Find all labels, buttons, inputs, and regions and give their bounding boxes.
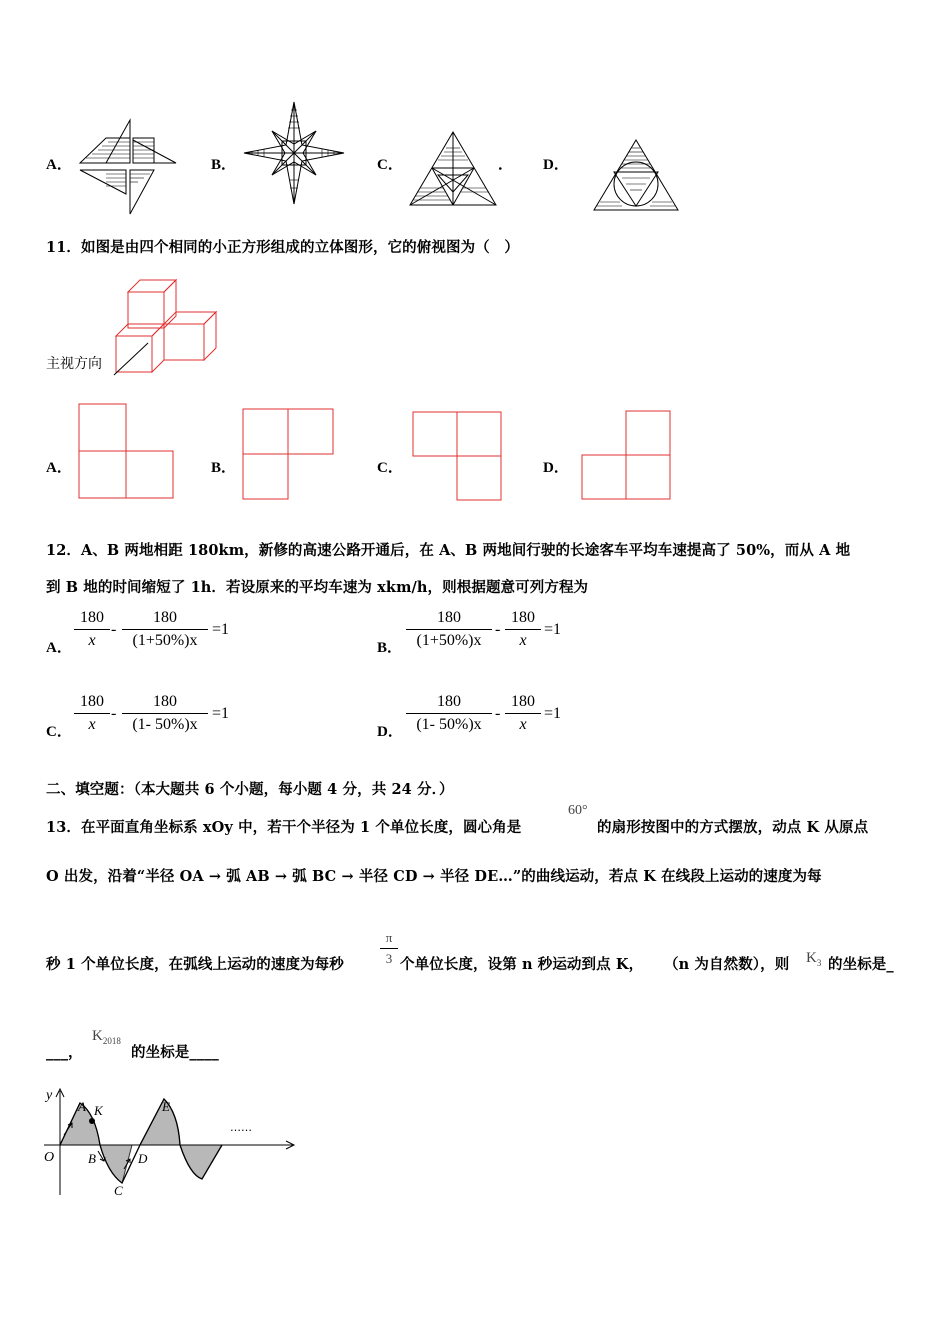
graph-label-o: O [44,1150,55,1165]
numerator: 180 [122,693,208,714]
numerator: 180 [505,609,541,630]
minus-sign: - [495,621,501,638]
equals-one: =1 [544,621,562,638]
q10-figure-c [408,130,498,208]
q12-a-fraction-1 [74,609,110,650]
q12-option-d-label[interactable]: D． [377,724,403,740]
q12-a-fraction-2 [122,609,208,650]
denominator: x [88,716,96,733]
q13-pi-over-3 [380,930,398,967]
numerator: 180 [74,609,110,630]
denominator: x [88,632,96,649]
q11-view-direction-arrow [100,335,160,385]
q12-option-c-label[interactable]: C． [46,724,72,740]
q13-k3 [806,950,821,967]
q13-sector-graph [40,1085,300,1200]
q11-stem: 11．如图是由四个相同的小正方形组成的立体图形，它的俯视图为（ ） [46,239,519,256]
numerator: 180 [406,609,492,630]
q10-option-a-label[interactable]: A． [46,157,72,173]
q12-c-fraction-2 [122,693,208,734]
q13-line1-part1: 13．在平面直角坐标系 xOy 中，若干个半径为 1 个单位长度，圆心角是 [46,819,522,836]
q12-d-fraction-1 [406,693,492,734]
graph-label-b: B [88,1151,96,1166]
minus-sign: - [111,705,117,722]
numerator: 180 [505,693,541,714]
numerator: π [380,930,398,949]
q13-line3-part2: 个单位长度，设第 n 秒运动到点 K， [400,956,644,973]
denominator: (1+50%)x [416,632,482,649]
numerator: 180 [74,693,110,714]
k-symbol: K [92,1028,103,1044]
q12-b-fraction-2 [505,609,541,650]
q11-option-d-label[interactable]: D． [543,460,569,476]
graph-continuation: …… [230,1121,252,1134]
graph-label-e: E [162,1099,170,1114]
q11-view-b [242,408,336,502]
q12-stem-line2: 到 B 地的时间缩短了 1h．若设原来的平均车速为 xkm/h，则根据题意可列方程为 [46,579,589,596]
graph-label-c: C [114,1183,123,1198]
denominator: 3 [385,951,393,966]
q10-option-d-label[interactable]: D． [543,157,569,173]
subscript: 3 [816,958,822,968]
denominator: (1- 50%)x [416,716,482,733]
denominator: (1+50%)x [132,632,198,649]
q12-d-fraction-2 [505,693,541,734]
q13-line4-part2: 的坐标是____ [131,1044,219,1061]
q13-line4-blank: ___， [46,1044,83,1061]
q10-figure-a [78,118,178,218]
q11-view-a [78,403,176,501]
minus-sign: - [495,705,501,722]
q10-separator-dot: ． [498,157,514,173]
q10-figure-b [242,100,346,206]
q13-line3-part1: 秒 1 个单位长度，在弧线上运动的速度为每秒 [46,956,344,973]
q12-stem-line1: 12．A、B 两地相距 180km，新修的高速公路开通后，在 A、B 两地间行驶的长途客车平均车速提高了 50%，而从 A 地 [46,542,851,559]
q12-option-b-label[interactable]: B． [377,640,403,656]
q13-line1-part2: 的扇形按图中的方式摆放，动点 K 从原点 [597,819,869,836]
q13-k2018 [92,1028,121,1045]
denominator: x [519,716,527,733]
numerator: 180 [406,693,492,714]
equals-one: =1 [212,705,230,722]
q10-option-b-label[interactable]: B． [211,157,237,173]
q12-b-fraction-1 [406,609,492,650]
graph-label-y: y [46,1088,53,1103]
equals-one: =1 [544,705,562,722]
graph-label-a: A [78,1099,86,1114]
denominator: x [519,632,527,649]
q13-line2: O 出发，沿着“半径 OA → 弧 AB → 弧 BC → 半径 CD → 半径 DE…”的曲线运动，若点 K 在线段上运动的速度为每 [46,868,822,885]
numerator: 180 [122,609,208,630]
q13-line3-part4: 的坐标是_ [828,956,894,973]
q11-view-d [581,410,673,502]
graph-label-k: K [94,1103,103,1118]
q11-view-c [412,411,504,503]
q12-option-a-label[interactable]: A． [46,640,72,656]
q11-option-c-label[interactable]: C． [377,460,403,476]
q10-option-c-label[interactable]: C． [377,157,403,173]
graph-label-d: D [138,1151,148,1166]
section-2-heading: 二、填空题：（本大题共 6 个小题，每小题 4 分，共 24 分．） [46,781,454,798]
q11-option-a-label[interactable]: A． [46,460,72,476]
subscript: 2018 [102,1036,121,1046]
minus-sign: - [111,621,117,638]
denominator: (1- 50%)x [132,716,198,733]
q10-figure-d [592,138,680,212]
q13-angle-60: 60° [568,803,588,818]
q11-option-b-label[interactable]: B． [211,460,237,476]
q13-line3-part3: （n 为自然数），则 [664,956,790,973]
k-symbol: K [806,950,817,966]
equals-one: =1 [212,621,230,638]
q11-view-direction-label: 主视方向 [46,356,102,372]
q12-c-fraction-1 [74,693,110,734]
